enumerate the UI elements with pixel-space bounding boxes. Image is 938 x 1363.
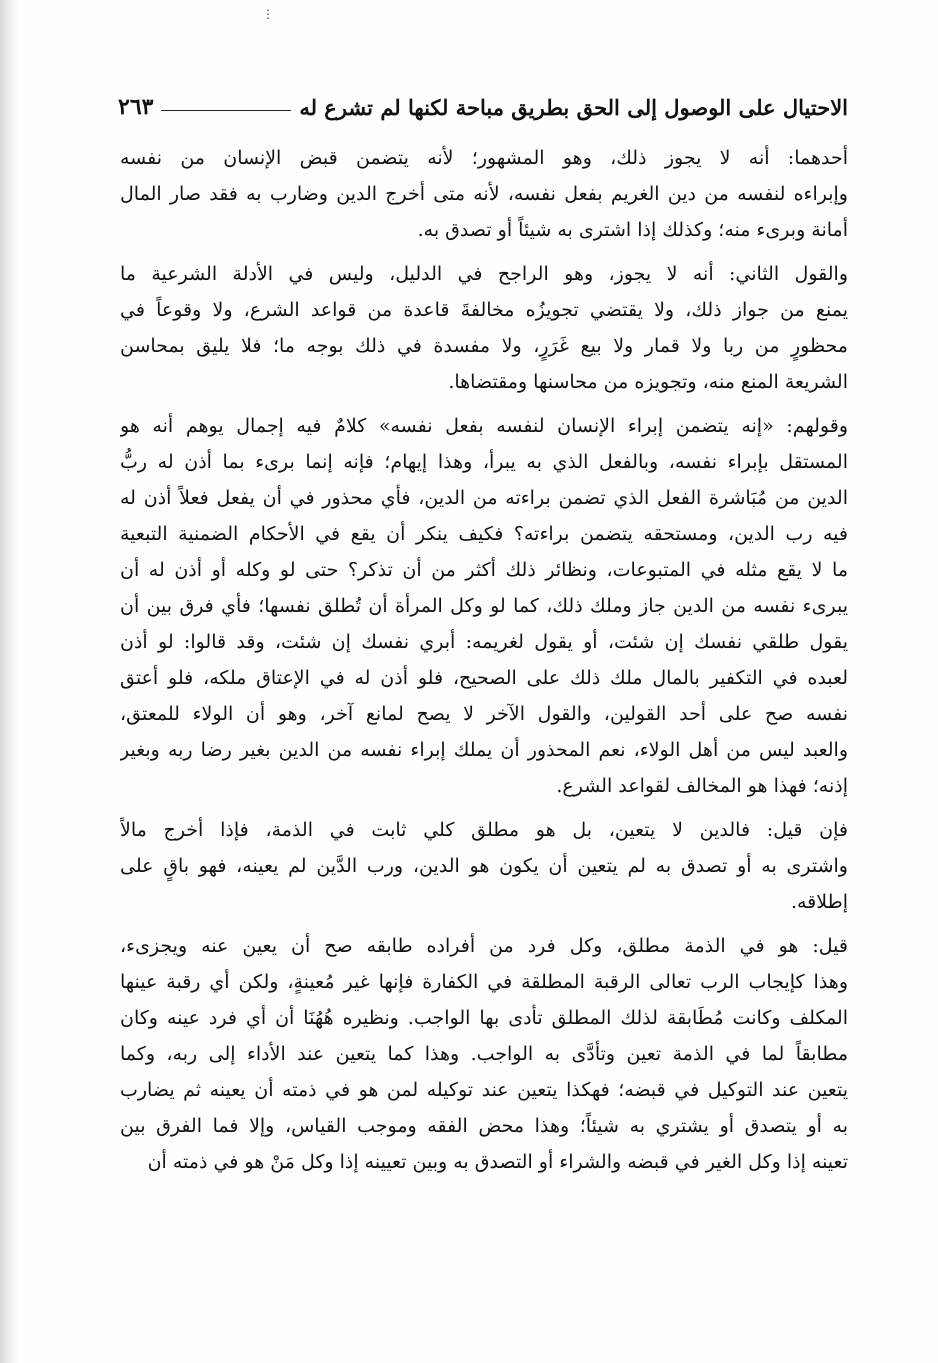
text-line: تعينه إذا وكل الغير في قبضه والشراء أو التصدق به وبين تعيينه إذا وكل مَنْ هو في ذمته أن: [147, 1151, 848, 1173]
text-line: أحدهما: أنه لا يجوز ذلك، وهو المشهور؛ لأنه يتضمن قبض الإنسان من نفسه: [120, 147, 848, 169]
text-line: ما لا يقع مثله في المتبوعات، ونظائر ذلك أكثر من أن تذكر؟ حتى لو وكله أو أذن له أن: [120, 559, 848, 581]
text-line: به أو يتصدق أو يشتري به شيئاً؛ وهذا محض الفقه وموجب القياس، وإلا فما الفرق بين: [120, 1115, 848, 1137]
header-title: الاحتيال على الوصول إلى الحق بطريق مباحة لكنها لم تشرع له: [299, 94, 848, 120]
text-line: الشريعة المنع منه، وتجويزه من محاسنها ومقتضاها.: [448, 371, 848, 393]
text-line: إطلاقه.: [790, 891, 848, 913]
text-line: أمانة وبرىء منه؛ وكذلك إذا اشترى به شيئاً أو تصدق به.: [417, 219, 848, 241]
scan-speck: ⋮: [262, 7, 274, 21]
text-line: إذنه؛ فهذا هو المخالف لقواعد الشرع.: [556, 775, 848, 797]
text-line: والعبد ليس من أهل الولاء، نعم المحذور أن يملك إبراء نفسه من الدين بغير رضا ربه وبغير: [120, 739, 848, 761]
text-line: مطابقاً لما في الذمة تعين وتأدَّى به الواجب. وهذا كما يتعين عند الأداء إلى ربه، وكما: [120, 1043, 848, 1065]
text-line: قيل: هو في الذمة مطلق، وكل فرد من أفراده طابقه صح أن يعين عنه ويجزىء،: [120, 935, 848, 957]
body-text: [120, 140, 848, 1188]
text-line: يتعين عند التوكيل في قبضه؛ فهكذا يتعين عند توكيله لمن هو في ذمته أن يعينه ثم يضارب: [120, 1079, 848, 1101]
running-header: [118, 90, 848, 124]
text-line: المكلف وكانت مُطَابقة لذلك المطلق تأدى بها الواجب. ونظيره هُهُنَا أن أي فرد عينه وكان: [120, 1007, 848, 1029]
paragraph: [120, 256, 848, 400]
text-line: لعبده في التكفير بالمال ملك ذلك على الصحيح، فلو أذن له في الإعتاق ملكه، فلو أعتق: [120, 667, 848, 689]
text-line: وهذا كإيجاب الرب تعالى الرقبة المطلقة في الكفارة فإنها غير مُعينةٍ، ولكن أي رقبة عينها: [120, 971, 848, 993]
paragraph: [120, 928, 848, 1180]
text-line: يبرىء نفسه من الدين جاز وملك ذلك، كما لو وكل المرأة أن تُطلق نفسها؛ فأي فرق بين أن: [120, 595, 848, 617]
text-line: محظورٍ من ربا ولا قمار ولا بيع غَرَرٍ، ولا مفسدة في ذلك بوجه ما؛ فلا يليق بمحاسن: [120, 335, 848, 357]
header-rule: [161, 110, 291, 111]
text-line: المستقل بإبراء نفسه، وبالفعل الذي به يبرأ، وهذا إيهام؛ فإنه إنما برىء بما أذن له ربُّ: [120, 451, 848, 473]
paragraph: [120, 812, 848, 920]
paragraph: [120, 140, 848, 248]
page-number: ٢٦٣: [118, 94, 154, 120]
text-line: الدين من مُبَاشرة الفعل الذي تضمن براءته من الدين، فأي محذور في أن يفعل فعلاً أذن له: [120, 487, 848, 509]
text-line: فيه رب الدين، ومستحقه يتضمن براءته؟ فكيف ينكر أن يقع في الأحكام الضمنية التبعية: [120, 523, 848, 545]
text-line: يقول طلقي نفسك إن شئت، أو يقول لغريمه: أبري نفسك إن شئت، وقد قالوا: لو أذن: [120, 631, 848, 653]
page-edge-shadow: [0, 0, 18, 1363]
text-line: وإبراءه لنفسه من دين الغريم بفعل نفسه، لأنه متى أخرج الدين وضارب به فقد صار المال: [120, 183, 848, 205]
paragraph: [120, 408, 848, 804]
text-line: واشترى به أو تصدق به لم يتعين أن يكون هو الدين، ورب الدَّين لم يعينه، فهو باقٍ على: [120, 855, 848, 877]
text-line: والقول الثاني: أنه لا يجوز، وهو الراجح في الدليل، وليس في الأدلة الشرعية ما: [120, 263, 848, 285]
text-line: يمنع من جواز ذلك، ولا يقتضي تجويزُه مخالفةَ قاعدة من قواعد الشرع، ولا وقوعاً في: [120, 299, 848, 321]
text-line: فإن قيل: فالدين لا يتعين، بل هو مطلق كلي ثابت في الذمة، فإذا أخرج مالاً: [120, 819, 848, 841]
text-line: وقولهم: «إنه يتضمن إبراء الإنسان لنفسه بفعل نفسه» كلامٌ فيه إجمال يوهم أنه هو: [120, 415, 848, 437]
text-line: نفسه صح على أحد القولين، والقول الآخر لا يصح لمانع آخر، وهو أن الولاء للمعتق،: [120, 703, 848, 725]
